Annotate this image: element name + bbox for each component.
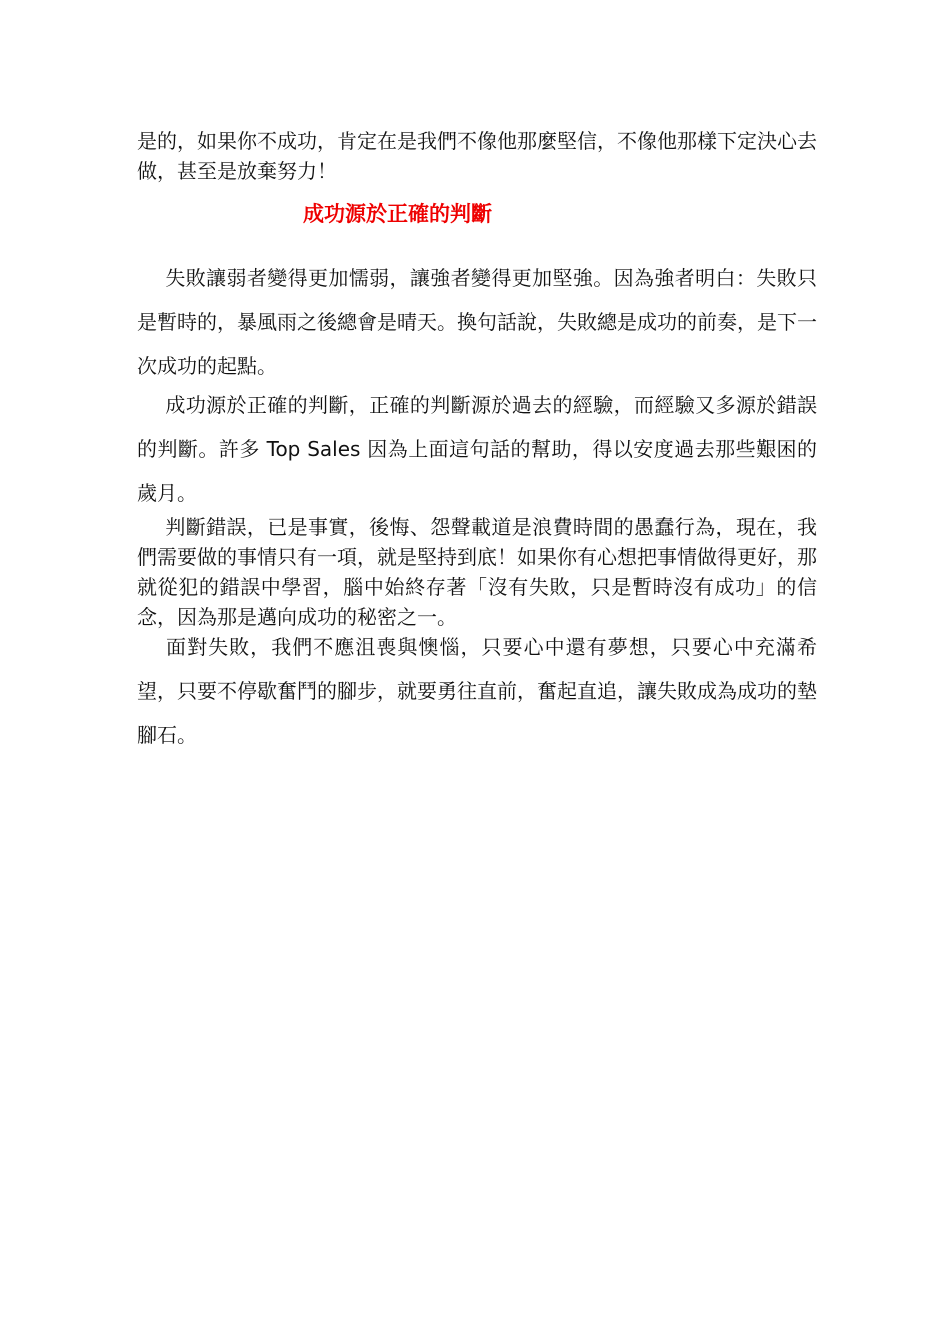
- intro-paragraph: 是的，如果你不成功，肯定在是我們不像他那麼堅信，不像他那樣下定決心去做，甚至是放棄努力！: [137, 129, 817, 183]
- paragraph-2: [137, 383, 817, 515]
- paragraph-2-text-after: 因為上面這句話的幫助，得以安度過去那些艱困的歲月。: [137, 437, 818, 505]
- paragraph-2-text-before: 成功源於正確的判斷，正確的判斷源於過去的經驗，而經驗又多源於錯誤的判斷。許多: [137, 393, 817, 461]
- paragraph-3-text: 判斷錯誤，已是事實，後悔、怨聲載道是浪費時間的愚蠢行為，現在，我們需要做的事情只有一項，就是堅持到底！如果你有心想把事情做得更好，那就從犯的錯誤中學習，腦中始終存著「沒有失敗，只是暫時沒有成功」的信念，因為那是邁向成功的秘密之一。: [137, 515, 817, 629]
- section-heading: 成功源於正確的判斷: [303, 202, 492, 226]
- paragraph-4-text: 面對失敗，我們不應沮喪與懊惱，只要心中還有夢想，只要心中充滿希望，只要不停歇奮鬥的腳步，就要勇往直前，奮起直追，讓失敗成為成功的墊腳石。: [137, 635, 817, 747]
- paragraph-4: [137, 625, 817, 757]
- paragraph-3: [137, 512, 817, 632]
- paragraph-1-text: 失敗讓弱者變得更加懦弱，讓強者變得更加堅強。因為強者明白：失敗只是暫時的，暴風雨之後總會是晴天。換句話說，失敗總是成功的前奏，是下一次成功的起點。: [137, 266, 817, 378]
- paragraph-2-highlight: Top Sales: [266, 437, 361, 461]
- paragraph-1: [137, 256, 817, 388]
